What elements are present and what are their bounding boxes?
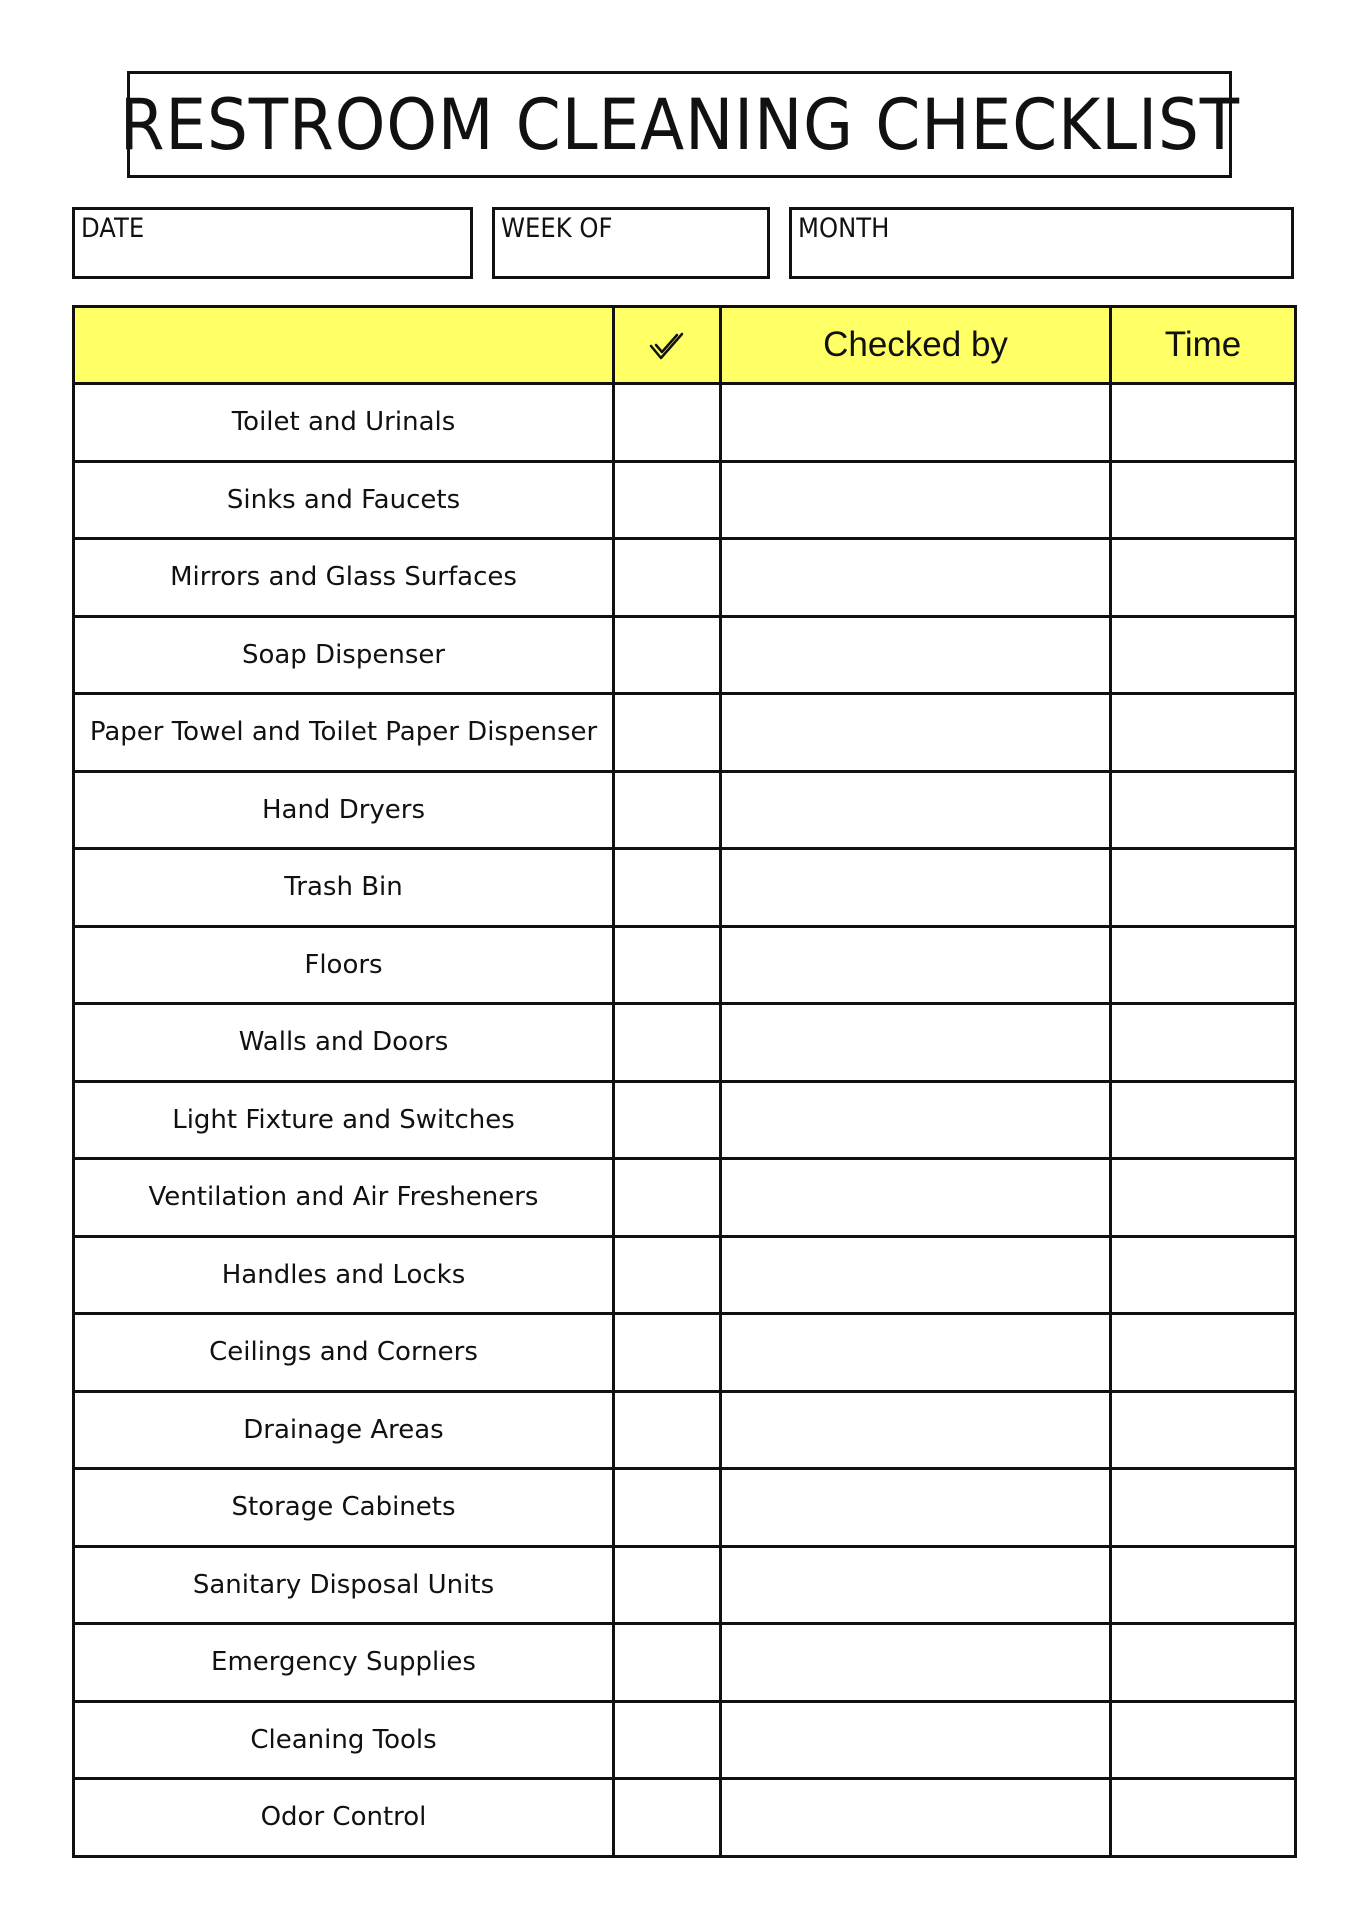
task-name-cell: Sinks and Faucets <box>74 461 614 539</box>
check-cell[interactable] <box>614 1779 721 1857</box>
time-cell[interactable] <box>1111 926 1296 1004</box>
time-cell[interactable] <box>1111 1081 1296 1159</box>
time-cell[interactable] <box>1111 1779 1296 1857</box>
check-cell[interactable] <box>614 1701 721 1779</box>
table-row <box>74 384 1296 462</box>
table-row <box>74 1701 1296 1779</box>
time-cell[interactable] <box>1111 849 1296 927</box>
time-cell[interactable] <box>1111 1159 1296 1237</box>
time-cell[interactable] <box>1111 1236 1296 1314</box>
checked-by-cell[interactable] <box>721 1159 1111 1237</box>
checked-by-cell[interactable] <box>721 1469 1111 1547</box>
table-row <box>74 1469 1296 1547</box>
checklist-table <box>72 305 1297 1858</box>
check-cell[interactable] <box>614 384 721 462</box>
month-label: MONTH <box>798 213 890 244</box>
check-cell[interactable] <box>614 1236 721 1314</box>
checkmark-icon <box>647 329 687 365</box>
task-name-cell: Floors <box>74 926 614 1004</box>
task-name-cell: Storage Cabinets <box>74 1469 614 1547</box>
check-cell[interactable] <box>614 771 721 849</box>
time-cell[interactable] <box>1111 461 1296 539</box>
check-cell[interactable] <box>614 1081 721 1159</box>
table-row <box>74 1546 1296 1624</box>
check-cell[interactable] <box>614 539 721 617</box>
table-row <box>74 1236 1296 1314</box>
date-field[interactable] <box>72 207 473 279</box>
table-row <box>74 1081 1296 1159</box>
month-field[interactable] <box>789 207 1294 279</box>
time-cell[interactable] <box>1111 1701 1296 1779</box>
time-cell[interactable] <box>1111 1546 1296 1624</box>
table-header-row <box>74 307 1296 384</box>
checked-by-cell[interactable] <box>721 1624 1111 1702</box>
task-name-cell: Drainage Areas <box>74 1391 614 1469</box>
time-cell[interactable] <box>1111 1004 1296 1082</box>
check-cell[interactable] <box>614 461 721 539</box>
time-cell[interactable] <box>1111 616 1296 694</box>
check-cell[interactable] <box>614 849 721 927</box>
time-cell[interactable] <box>1111 1391 1296 1469</box>
check-cell[interactable] <box>614 926 721 1004</box>
header-checked-by: Checked by <box>721 307 1111 384</box>
task-name-cell: Odor Control <box>74 1779 614 1857</box>
header-task-cell <box>74 307 614 384</box>
check-cell[interactable] <box>614 616 721 694</box>
page-title: RESTROOM CLEANING CHECKLIST <box>119 83 1240 166</box>
task-name-cell: Emergency Supplies <box>74 1624 614 1702</box>
checked-by-cell[interactable] <box>721 1236 1111 1314</box>
checked-by-cell[interactable] <box>721 384 1111 462</box>
checked-by-cell[interactable] <box>721 461 1111 539</box>
table-row <box>74 1159 1296 1237</box>
time-cell[interactable] <box>1111 539 1296 617</box>
checked-by-cell[interactable] <box>721 1004 1111 1082</box>
checked-by-cell[interactable] <box>721 539 1111 617</box>
task-name-cell: Soap Dispenser <box>74 616 614 694</box>
checked-by-cell[interactable] <box>721 1391 1111 1469</box>
check-cell[interactable] <box>614 1391 721 1469</box>
task-name-cell: Ventilation and Air Fresheners <box>74 1159 614 1237</box>
checked-by-cell[interactable] <box>721 1081 1111 1159</box>
checked-by-cell[interactable] <box>721 771 1111 849</box>
task-name-cell: Sanitary Disposal Units <box>74 1546 614 1624</box>
check-cell[interactable] <box>614 1314 721 1392</box>
week-of-field[interactable] <box>492 207 770 279</box>
table-row <box>74 539 1296 617</box>
table-row <box>74 849 1296 927</box>
task-name-cell: Toilet and Urinals <box>74 384 614 462</box>
table-row <box>74 1314 1296 1392</box>
table-row <box>74 1624 1296 1702</box>
checked-by-cell[interactable] <box>721 694 1111 772</box>
task-name-cell: Hand Dryers <box>74 771 614 849</box>
time-cell[interactable] <box>1111 384 1296 462</box>
check-cell[interactable] <box>614 1546 721 1624</box>
time-cell[interactable] <box>1111 1469 1296 1547</box>
table-row <box>74 461 1296 539</box>
check-cell[interactable] <box>614 1159 721 1237</box>
check-cell[interactable] <box>614 1624 721 1702</box>
week-of-label: WEEK OF <box>501 213 613 244</box>
time-cell[interactable] <box>1111 1624 1296 1702</box>
task-name-cell: Walls and Doors <box>74 1004 614 1082</box>
time-cell[interactable] <box>1111 694 1296 772</box>
time-cell[interactable] <box>1111 771 1296 849</box>
table-row <box>74 926 1296 1004</box>
title-box <box>119 71 1240 178</box>
date-label: DATE <box>81 213 145 244</box>
checked-by-cell[interactable] <box>721 1701 1111 1779</box>
table-row <box>74 1391 1296 1469</box>
task-name-cell: Trash Bin <box>74 849 614 927</box>
task-name-cell: Paper Towel and Toilet Paper Dispenser <box>74 694 614 772</box>
task-name-cell: Mirrors and Glass Surfaces <box>74 539 614 617</box>
checked-by-cell[interactable] <box>721 616 1111 694</box>
checked-by-cell[interactable] <box>721 1314 1111 1392</box>
table-row <box>74 694 1296 772</box>
check-cell[interactable] <box>614 1469 721 1547</box>
table-row <box>74 771 1296 849</box>
header-time: Time <box>1111 307 1296 384</box>
checked-by-cell[interactable] <box>721 1546 1111 1624</box>
checked-by-cell[interactable] <box>721 849 1111 927</box>
table-row <box>74 1004 1296 1082</box>
checked-by-cell[interactable] <box>721 1779 1111 1857</box>
check-cell[interactable] <box>614 1004 721 1082</box>
header-check-cell <box>614 307 721 384</box>
task-name-cell: Ceilings and Corners <box>74 1314 614 1392</box>
check-cell[interactable] <box>614 694 721 772</box>
task-name-cell: Light Fixture and Switches <box>74 1081 614 1159</box>
table-row <box>74 1779 1296 1857</box>
task-name-cell: Handles and Locks <box>74 1236 614 1314</box>
checked-by-cell[interactable] <box>721 926 1111 1004</box>
time-cell[interactable] <box>1111 1314 1296 1392</box>
task-name-cell: Cleaning Tools <box>74 1701 614 1779</box>
table-row <box>74 616 1296 694</box>
